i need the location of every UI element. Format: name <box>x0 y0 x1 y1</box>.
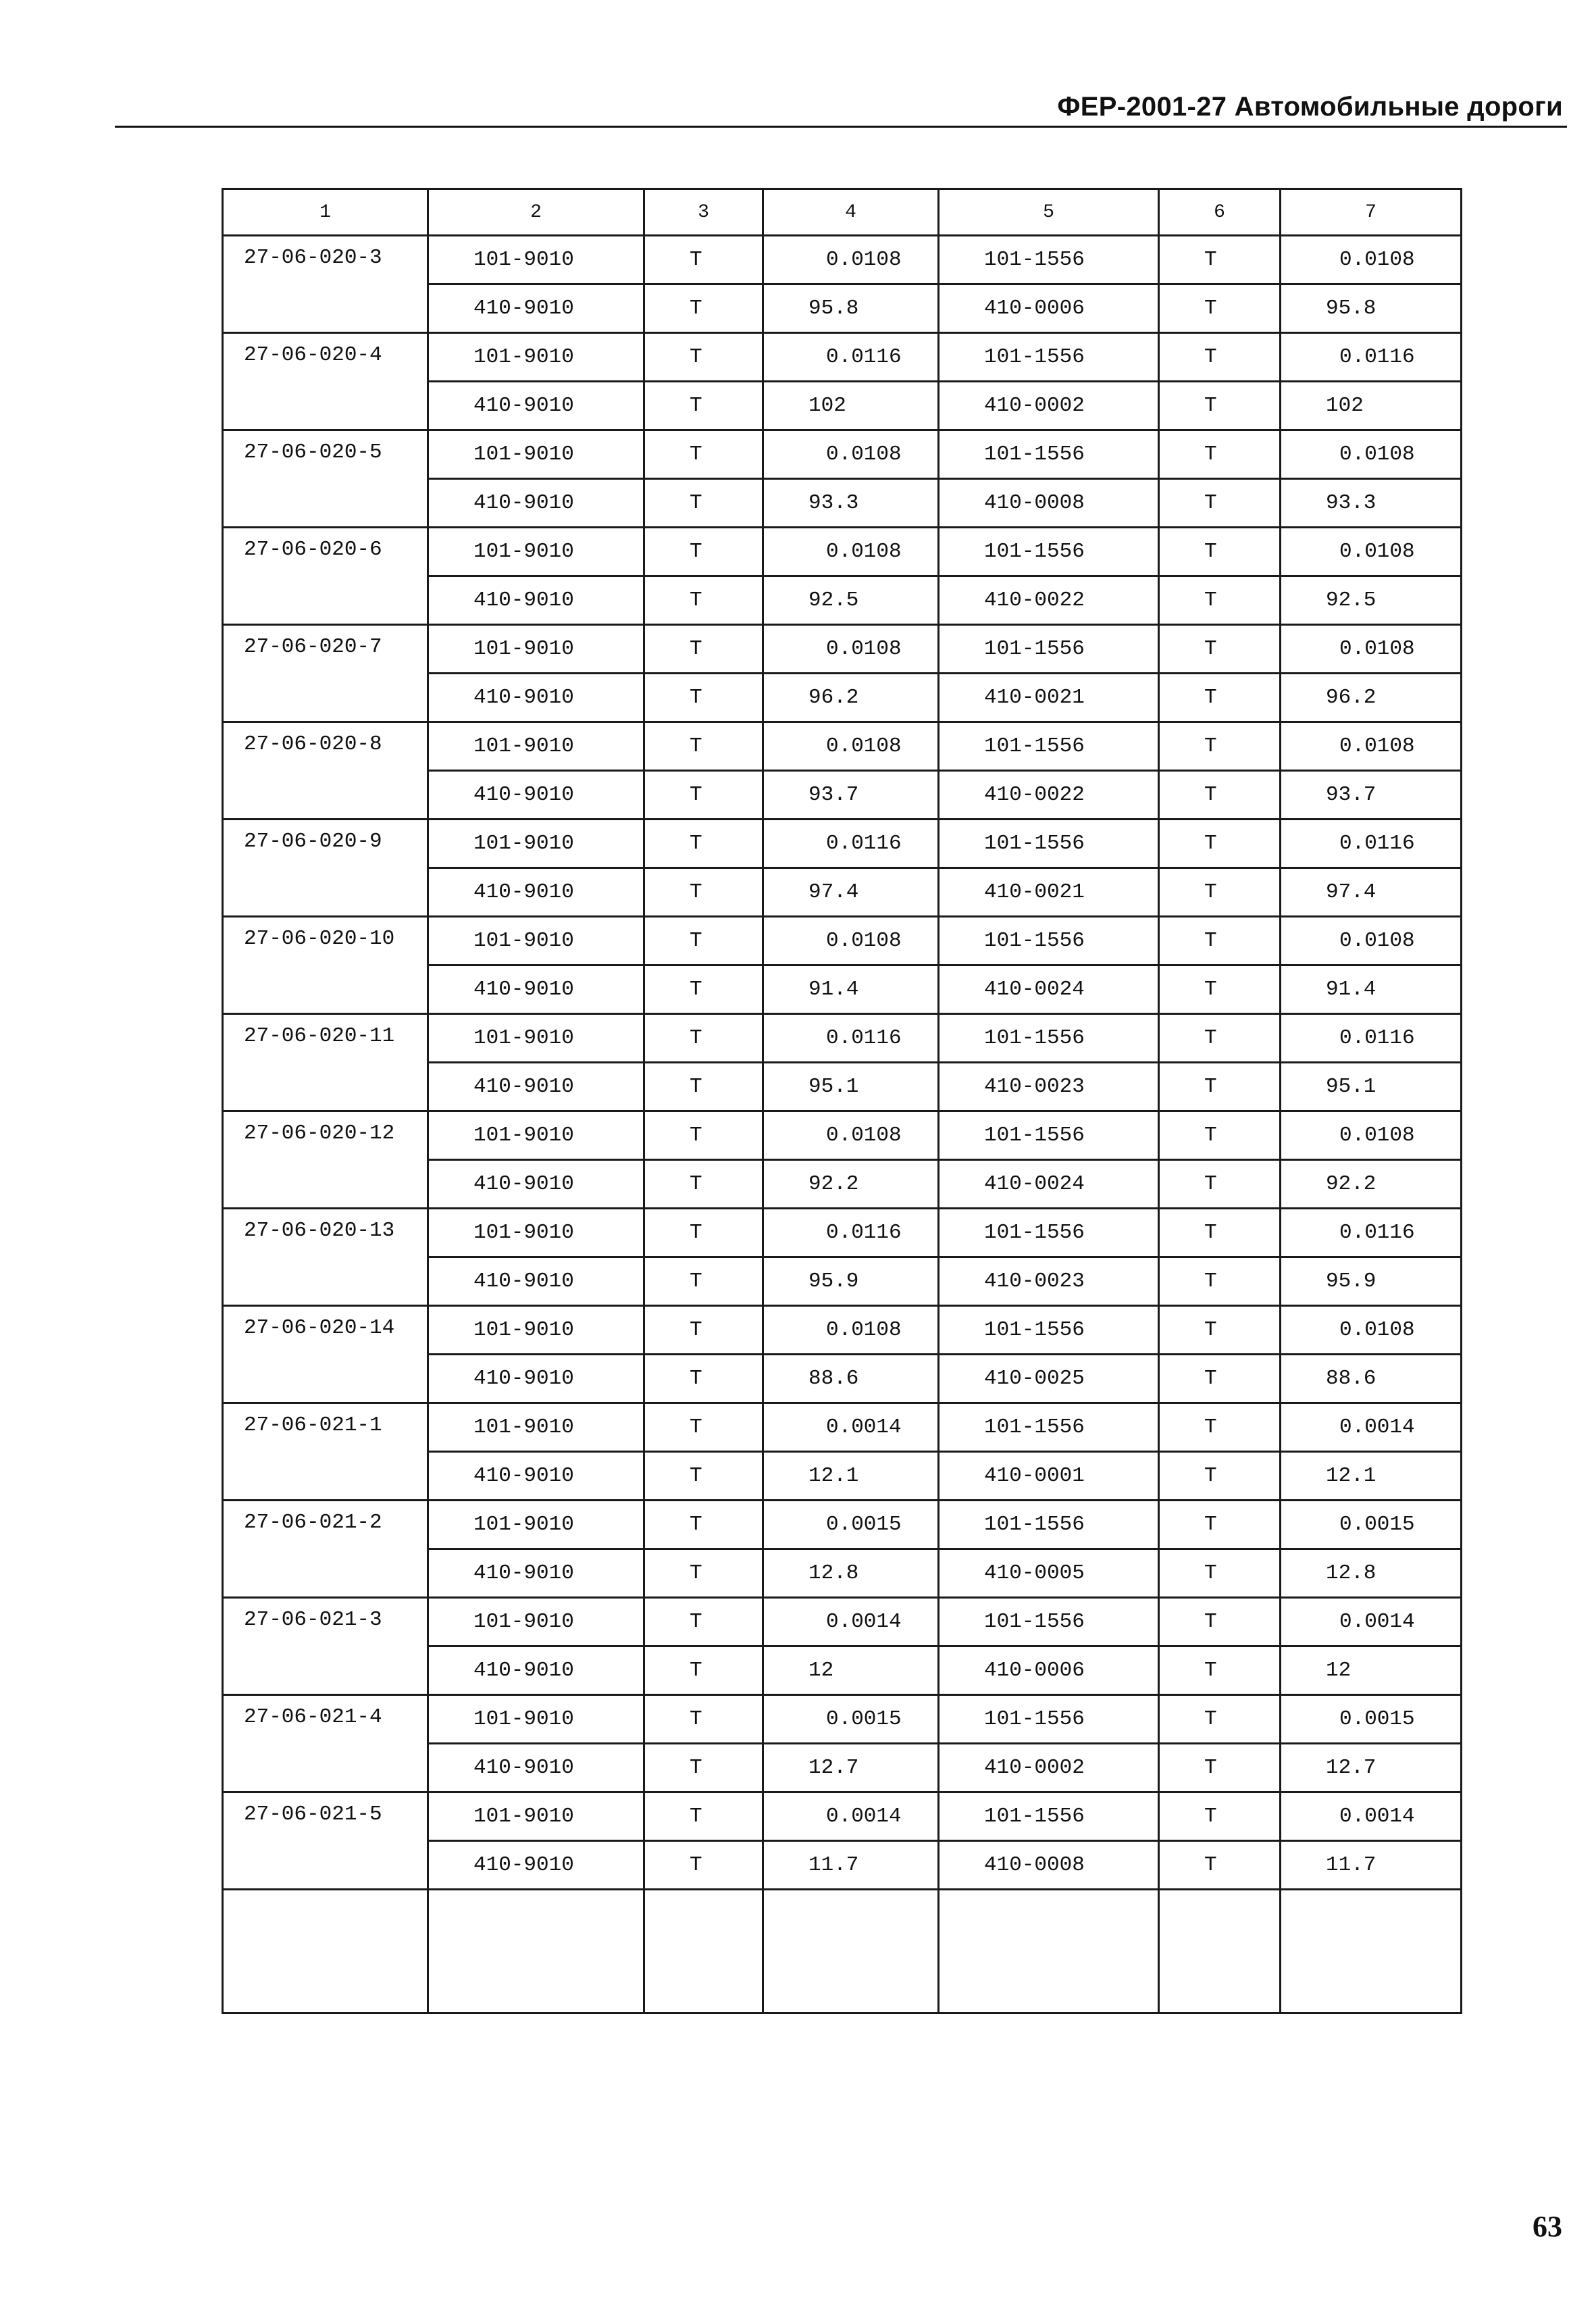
replacement-quantity-cell: 0.0108 <box>1281 917 1462 965</box>
replacement-quantity-cell: 12.7 <box>1281 1744 1462 1792</box>
norm-code-cell: 27-06-020-13 <box>223 1209 428 1306</box>
column-header: 1 <box>223 189 428 236</box>
norm-code-cell: 27-06-020-4 <box>223 333 428 430</box>
replacement-unit-cell: Т <box>1159 1160 1281 1209</box>
replacement-quantity-cell: 0.0015 <box>1281 1501 1462 1549</box>
replacement-unit-cell: Т <box>1159 1841 1281 1890</box>
quantity-cell: 0.0116 <box>763 1014 939 1063</box>
norm-code-cell: 27-06-020-14 <box>223 1306 428 1403</box>
resource-code-cell: 101-9010 <box>428 625 644 674</box>
unit-cell: Т <box>644 820 763 868</box>
replacement-code-cell: 101-1556 <box>939 1792 1159 1841</box>
replacement-unit-cell: Т <box>1159 1403 1281 1452</box>
resource-code-cell: 410-9010 <box>428 284 644 333</box>
replacement-unit-cell: Т <box>1159 1646 1281 1695</box>
replacement-unit-cell: Т <box>1159 722 1281 771</box>
quantity-cell: 95.1 <box>763 1063 939 1111</box>
quantity-cell: 12.8 <box>763 1549 939 1598</box>
table-row <box>223 1306 1462 1355</box>
unit-cell: Т <box>644 1792 763 1841</box>
replacement-unit-cell: Т <box>1159 1549 1281 1598</box>
quantity-cell: 0.0116 <box>763 333 939 382</box>
replacement-quantity-cell: 97.4 <box>1281 868 1462 917</box>
replacement-unit-cell: Т <box>1159 917 1281 965</box>
replacement-unit-cell: Т <box>1159 1257 1281 1306</box>
replacement-code-cell: 101-1556 <box>939 1014 1159 1063</box>
column-header: 6 <box>1159 189 1281 236</box>
resource-code-cell: 410-9010 <box>428 1841 644 1890</box>
table-row <box>223 1209 1462 1257</box>
norm-code-cell: 27-06-021-4 <box>223 1695 428 1792</box>
quantity-cell: 0.0108 <box>763 236 939 284</box>
empty-row <box>223 1890 1462 2013</box>
norm-code-cell: 27-06-020-3 <box>223 236 428 333</box>
table-row <box>223 820 1462 868</box>
resource-code-cell: 410-9010 <box>428 1744 644 1792</box>
resource-code-cell: 101-9010 <box>428 1792 644 1841</box>
replacement-quantity-cell: 95.9 <box>1281 1257 1462 1306</box>
replacement-quantity-cell: 95.1 <box>1281 1063 1462 1111</box>
quantity-cell: 0.0108 <box>763 625 939 674</box>
replacement-code-cell: 410-0008 <box>939 1841 1159 1890</box>
resource-code-cell: 101-9010 <box>428 722 644 771</box>
replacement-code-cell: 410-0021 <box>939 674 1159 722</box>
column-header: 7 <box>1281 189 1462 236</box>
resource-code-cell: 410-9010 <box>428 674 644 722</box>
resource-code-cell: 410-9010 <box>428 965 644 1014</box>
empty-cell <box>939 1890 1159 2013</box>
resource-code-cell: 101-9010 <box>428 1014 644 1063</box>
empty-cell <box>428 1890 644 2013</box>
replacement-code-cell: 101-1556 <box>939 236 1159 284</box>
quantity-cell: 95.8 <box>763 284 939 333</box>
unit-cell: Т <box>644 1646 763 1695</box>
replacement-code-cell: 101-1556 <box>939 917 1159 965</box>
replacement-unit-cell: Т <box>1159 820 1281 868</box>
replacement-quantity-cell: 0.0108 <box>1281 722 1462 771</box>
page-header <box>115 92 1567 128</box>
table-row <box>223 430 1462 479</box>
quantity-cell: 88.6 <box>763 1355 939 1403</box>
unit-cell: Т <box>644 1695 763 1744</box>
resource-code-cell: 410-9010 <box>428 1355 644 1403</box>
replacement-code-cell: 410-0023 <box>939 1063 1159 1111</box>
replacement-code-cell: 410-0024 <box>939 1160 1159 1209</box>
column-header: 3 <box>644 189 763 236</box>
unit-cell: Т <box>644 528 763 576</box>
norm-code-cell: 27-06-020-10 <box>223 917 428 1014</box>
replacement-code-cell: 101-1556 <box>939 820 1159 868</box>
replacement-unit-cell: Т <box>1159 576 1281 625</box>
replacement-unit-cell: Т <box>1159 1063 1281 1111</box>
replacement-unit-cell: Т <box>1159 382 1281 430</box>
replacement-code-cell: 101-1556 <box>939 1403 1159 1452</box>
quantity-cell: 97.4 <box>763 868 939 917</box>
quantity-cell: 0.0014 <box>763 1598 939 1646</box>
replacement-unit-cell: Т <box>1159 1792 1281 1841</box>
unit-cell: Т <box>644 917 763 965</box>
norms-table <box>222 188 1462 2014</box>
unit-cell: Т <box>644 1160 763 1209</box>
replacement-code-cell: 410-0006 <box>939 1646 1159 1695</box>
table-row <box>223 625 1462 674</box>
replacement-code-cell: 410-0024 <box>939 965 1159 1014</box>
quantity-cell: 91.4 <box>763 965 939 1014</box>
unit-cell: Т <box>644 1403 763 1452</box>
quantity-cell: 0.0108 <box>763 917 939 965</box>
quantity-cell: 0.0108 <box>763 722 939 771</box>
norm-code-cell: 27-06-021-2 <box>223 1501 428 1598</box>
quantity-cell: 0.0108 <box>763 1111 939 1160</box>
replacement-unit-cell: Т <box>1159 965 1281 1014</box>
replacement-code-cell: 410-0021 <box>939 868 1159 917</box>
empty-cell <box>1159 1890 1281 2013</box>
resource-code-cell: 101-9010 <box>428 1695 644 1744</box>
table-row <box>223 722 1462 771</box>
replacement-code-cell: 410-0025 <box>939 1355 1159 1403</box>
empty-cell <box>1281 1890 1462 2013</box>
table-body <box>223 236 1462 2013</box>
replacement-quantity-cell: 0.0108 <box>1281 625 1462 674</box>
unit-cell: Т <box>644 868 763 917</box>
replacement-unit-cell: Т <box>1159 1501 1281 1549</box>
replacement-quantity-cell: 12.1 <box>1281 1452 1462 1501</box>
replacement-unit-cell: Т <box>1159 674 1281 722</box>
replacement-quantity-cell: 93.3 <box>1281 479 1462 528</box>
replacement-quantity-cell: 0.0116 <box>1281 1014 1462 1063</box>
replacement-quantity-cell: 93.7 <box>1281 771 1462 820</box>
unit-cell: Т <box>644 1549 763 1598</box>
document-title: ФЕР-2001-27 Автомобильные дороги <box>1057 92 1563 122</box>
replacement-code-cell: 101-1556 <box>939 1501 1159 1549</box>
replacement-unit-cell: Т <box>1159 236 1281 284</box>
unit-cell: Т <box>644 1063 763 1111</box>
empty-cell <box>644 1890 763 2013</box>
replacement-code-cell: 101-1556 <box>939 1695 1159 1744</box>
replacement-quantity-cell: 12.8 <box>1281 1549 1462 1598</box>
replacement-quantity-cell: 0.0014 <box>1281 1598 1462 1646</box>
unit-cell: Т <box>644 382 763 430</box>
resource-code-cell: 101-9010 <box>428 1598 644 1646</box>
quantity-cell: 0.0015 <box>763 1501 939 1549</box>
replacement-unit-cell: Т <box>1159 528 1281 576</box>
replacement-code-cell: 101-1556 <box>939 625 1159 674</box>
replacement-quantity-cell: 96.2 <box>1281 674 1462 722</box>
unit-cell: Т <box>644 722 763 771</box>
unit-cell: Т <box>644 1111 763 1160</box>
replacement-quantity-cell: 0.0116 <box>1281 1209 1462 1257</box>
replacement-code-cell: 101-1556 <box>939 528 1159 576</box>
resource-code-cell: 101-9010 <box>428 333 644 382</box>
table-row <box>223 1695 1462 1744</box>
unit-cell: Т <box>644 1501 763 1549</box>
replacement-unit-cell: Т <box>1159 430 1281 479</box>
resource-code-cell: 410-9010 <box>428 868 644 917</box>
replacement-quantity-cell: 0.0108 <box>1281 236 1462 284</box>
replacement-unit-cell: Т <box>1159 1598 1281 1646</box>
unit-cell: Т <box>644 1744 763 1792</box>
replacement-quantity-cell: 0.0108 <box>1281 528 1462 576</box>
replacement-quantity-cell: 92.2 <box>1281 1160 1462 1209</box>
quantity-cell: 11.7 <box>763 1841 939 1890</box>
replacement-unit-cell: Т <box>1159 1014 1281 1063</box>
unit-cell: Т <box>644 430 763 479</box>
norm-code-cell: 27-06-020-11 <box>223 1014 428 1111</box>
unit-cell: Т <box>644 1841 763 1890</box>
replacement-code-cell: 410-0002 <box>939 382 1159 430</box>
replacement-unit-cell: Т <box>1159 284 1281 333</box>
replacement-code-cell: 101-1556 <box>939 1209 1159 1257</box>
replacement-quantity-cell: 0.0014 <box>1281 1403 1462 1452</box>
resource-code-cell: 410-9010 <box>428 1063 644 1111</box>
replacement-code-cell: 410-0002 <box>939 1744 1159 1792</box>
resource-code-cell: 410-9010 <box>428 1452 644 1501</box>
replacement-unit-cell: Т <box>1159 625 1281 674</box>
table-row <box>223 236 1462 284</box>
replacement-quantity-cell: 0.0116 <box>1281 820 1462 868</box>
replacement-quantity-cell: 95.8 <box>1281 284 1462 333</box>
column-header: 2 <box>428 189 644 236</box>
replacement-unit-cell: Т <box>1159 771 1281 820</box>
unit-cell: Т <box>644 333 763 382</box>
resource-code-cell: 410-9010 <box>428 1160 644 1209</box>
resource-code-cell: 101-9010 <box>428 1403 644 1452</box>
quantity-cell: 0.0108 <box>763 528 939 576</box>
unit-cell: Т <box>644 771 763 820</box>
norm-code-cell: 27-06-020-9 <box>223 820 428 917</box>
unit-cell: Т <box>644 284 763 333</box>
replacement-code-cell: 101-1556 <box>939 1306 1159 1355</box>
norm-code-cell: 27-06-021-1 <box>223 1403 428 1501</box>
unit-cell: Т <box>644 674 763 722</box>
table-row <box>223 1014 1462 1063</box>
replacement-code-cell: 410-0005 <box>939 1549 1159 1598</box>
replacement-unit-cell: Т <box>1159 1209 1281 1257</box>
quantity-cell: 0.0015 <box>763 1695 939 1744</box>
replacement-unit-cell: Т <box>1159 479 1281 528</box>
resource-code-cell: 410-9010 <box>428 1257 644 1306</box>
replacement-unit-cell: Т <box>1159 1744 1281 1792</box>
replacement-quantity-cell: 92.5 <box>1281 576 1462 625</box>
quantity-cell: 93.7 <box>763 771 939 820</box>
replacement-quantity-cell: 0.0108 <box>1281 1111 1462 1160</box>
resource-code-cell: 101-9010 <box>428 1306 644 1355</box>
replacement-quantity-cell: 11.7 <box>1281 1841 1462 1890</box>
resource-code-cell: 410-9010 <box>428 479 644 528</box>
norm-code-cell: 27-06-021-3 <box>223 1598 428 1695</box>
replacement-quantity-cell: 0.0014 <box>1281 1792 1462 1841</box>
unit-cell: Т <box>644 625 763 674</box>
empty-cell <box>223 1890 428 2013</box>
replacement-quantity-cell: 0.0108 <box>1281 1306 1462 1355</box>
replacement-code-cell: 410-0023 <box>939 1257 1159 1306</box>
norm-code-cell: 27-06-020-5 <box>223 430 428 528</box>
replacement-quantity-cell: 91.4 <box>1281 965 1462 1014</box>
replacement-code-cell: 410-0001 <box>939 1452 1159 1501</box>
replacement-unit-cell: Т <box>1159 868 1281 917</box>
quantity-cell: 93.3 <box>763 479 939 528</box>
replacement-unit-cell: Т <box>1159 333 1281 382</box>
unit-cell: Т <box>644 236 763 284</box>
replacement-code-cell: 410-0008 <box>939 479 1159 528</box>
norm-code-cell: 27-06-020-12 <box>223 1111 428 1209</box>
replacement-quantity-cell: 88.6 <box>1281 1355 1462 1403</box>
resource-code-cell: 101-9010 <box>428 528 644 576</box>
norm-code-cell: 27-06-020-8 <box>223 722 428 820</box>
table-row <box>223 528 1462 576</box>
table-row <box>223 1792 1462 1841</box>
norm-code-cell: 27-06-021-5 <box>223 1792 428 1890</box>
replacement-unit-cell: Т <box>1159 1355 1281 1403</box>
quantity-cell: 0.0116 <box>763 1209 939 1257</box>
replacement-code-cell: 101-1556 <box>939 722 1159 771</box>
resource-code-cell: 410-9010 <box>428 382 644 430</box>
table-row <box>223 1403 1462 1452</box>
norm-code-cell: 27-06-020-6 <box>223 528 428 625</box>
resource-code-cell: 101-9010 <box>428 236 644 284</box>
unit-cell: Т <box>644 1306 763 1355</box>
unit-cell: Т <box>644 1209 763 1257</box>
replacement-unit-cell: Т <box>1159 1306 1281 1355</box>
quantity-cell: 12.7 <box>763 1744 939 1792</box>
quantity-cell: 96.2 <box>763 674 939 722</box>
quantity-cell: 12 <box>763 1646 939 1695</box>
replacement-code-cell: 101-1556 <box>939 1111 1159 1160</box>
replacement-quantity-cell: 0.0108 <box>1281 430 1462 479</box>
replacement-code-cell: 101-1556 <box>939 333 1159 382</box>
table-row <box>223 917 1462 965</box>
replacement-quantity-cell: 102 <box>1281 382 1462 430</box>
resource-code-cell: 101-9010 <box>428 1111 644 1160</box>
unit-cell: Т <box>644 965 763 1014</box>
page-number: 63 <box>1533 2210 1562 2243</box>
resource-code-cell: 410-9010 <box>428 1646 644 1695</box>
replacement-code-cell: 101-1556 <box>939 430 1159 479</box>
resource-code-cell: 410-9010 <box>428 576 644 625</box>
unit-cell: Т <box>644 479 763 528</box>
quantity-cell: 92.5 <box>763 576 939 625</box>
unit-cell: Т <box>644 1257 763 1306</box>
resource-code-cell: 410-9010 <box>428 1549 644 1598</box>
quantity-cell: 102 <box>763 382 939 430</box>
unit-cell: Т <box>644 576 763 625</box>
replacement-code-cell: 410-0022 <box>939 576 1159 625</box>
resource-code-cell: 101-9010 <box>428 820 644 868</box>
unit-cell: Т <box>644 1014 763 1063</box>
resource-code-cell: 101-9010 <box>428 1209 644 1257</box>
quantity-cell: 95.9 <box>763 1257 939 1306</box>
resource-code-cell: 101-9010 <box>428 1501 644 1549</box>
replacement-code-cell: 410-0022 <box>939 771 1159 820</box>
quantity-cell: 0.0014 <box>763 1792 939 1841</box>
quantity-cell: 92.2 <box>763 1160 939 1209</box>
replacement-unit-cell: Т <box>1159 1111 1281 1160</box>
unit-cell: Т <box>644 1598 763 1646</box>
replacement-unit-cell: Т <box>1159 1452 1281 1501</box>
table-row <box>223 1598 1462 1646</box>
quantity-cell: 0.0014 <box>763 1403 939 1452</box>
column-header: 4 <box>763 189 939 236</box>
quantity-cell: 0.0108 <box>763 430 939 479</box>
norm-code-cell: 27-06-020-7 <box>223 625 428 722</box>
unit-cell: Т <box>644 1355 763 1403</box>
unit-cell: Т <box>644 1452 763 1501</box>
table-header <box>223 189 1462 236</box>
resource-code-cell: 410-9010 <box>428 771 644 820</box>
table-row <box>223 1501 1462 1549</box>
quantity-cell: 0.0116 <box>763 820 939 868</box>
replacement-unit-cell: Т <box>1159 1695 1281 1744</box>
empty-cell <box>763 1890 939 2013</box>
replacement-quantity-cell: 0.0015 <box>1281 1695 1462 1744</box>
table-row <box>223 333 1462 382</box>
quantity-cell: 0.0108 <box>763 1306 939 1355</box>
resource-code-cell: 101-9010 <box>428 917 644 965</box>
replacement-quantity-cell: 12 <box>1281 1646 1462 1695</box>
quantity-cell: 12.1 <box>763 1452 939 1501</box>
column-number-row <box>223 189 1462 236</box>
replacement-code-cell: 410-0006 <box>939 284 1159 333</box>
resource-code-cell: 101-9010 <box>428 430 644 479</box>
replacement-quantity-cell: 0.0116 <box>1281 333 1462 382</box>
table-row <box>223 1111 1462 1160</box>
column-header: 5 <box>939 189 1159 236</box>
replacement-code-cell: 101-1556 <box>939 1598 1159 1646</box>
